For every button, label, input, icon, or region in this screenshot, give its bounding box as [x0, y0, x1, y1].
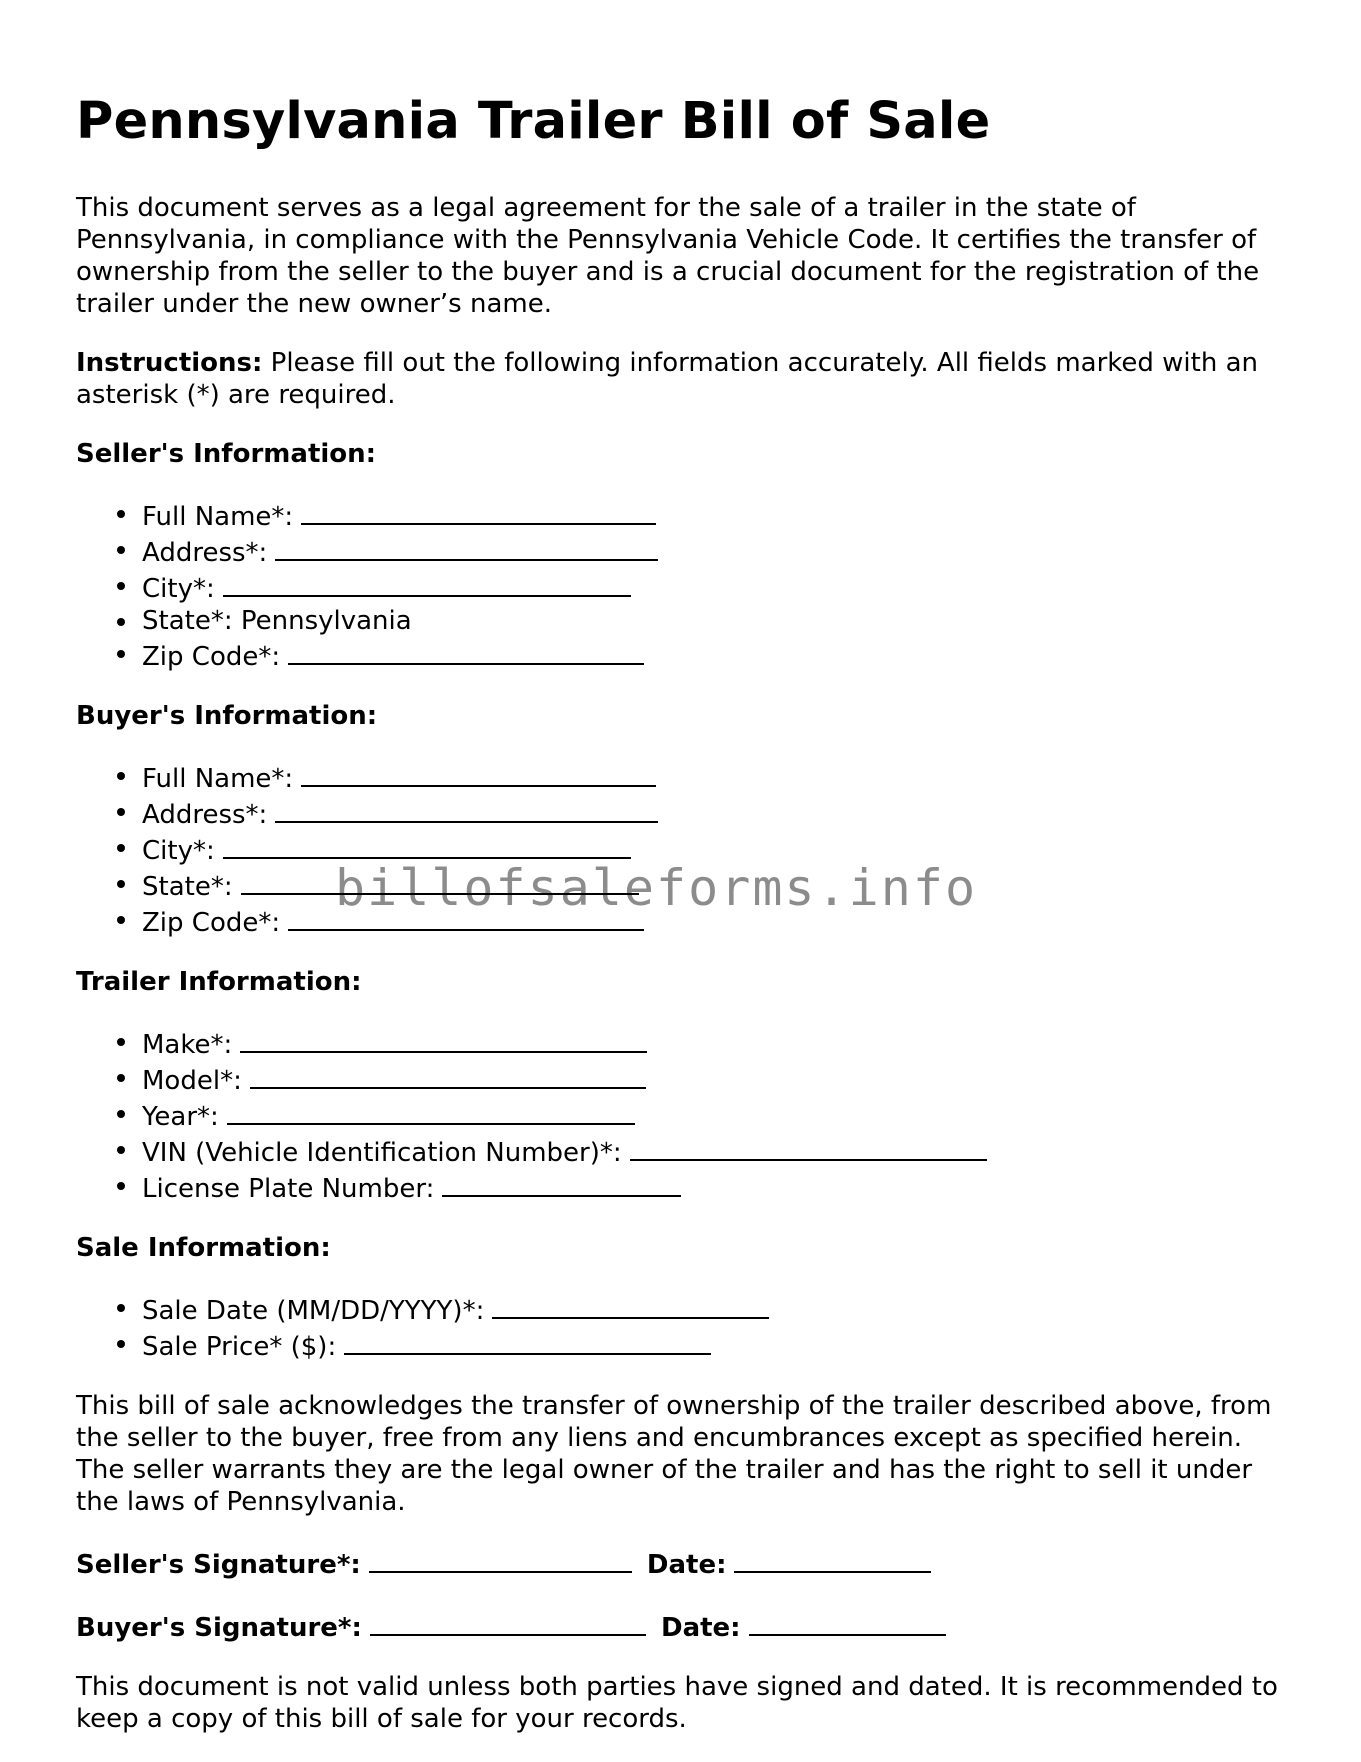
buyer-zip-label: Zip Code*: — [142, 908, 281, 938]
list-item — [142, 1169, 1296, 1205]
sale-date-field[interactable] — [492, 1291, 769, 1319]
list-item — [142, 497, 1296, 533]
seller-address-field[interactable] — [275, 533, 658, 561]
trailer-plate-field[interactable] — [442, 1169, 681, 1197]
buyer-zip-field[interactable] — [288, 903, 644, 931]
trailer-make-label: Make*: — [142, 1030, 233, 1060]
trailer-heading: Trailer Information: — [76, 967, 362, 997]
seller-fields — [76, 497, 1296, 673]
buyer-signature-label: Buyer's Signature*: — [76, 1613, 362, 1643]
seller-address-label: Address*: — [142, 538, 268, 568]
sale-date-label: Sale Date (MM/DD/YYYY)*: — [142, 1296, 485, 1326]
seller-date-field[interactable] — [734, 1545, 931, 1573]
buyer-date-label: Date: — [660, 1613, 741, 1643]
instructions-label: Instructions: — [76, 348, 263, 378]
trailer-plate-label: License Plate Number: — [142, 1174, 435, 1204]
list-item — [142, 867, 1296, 903]
seller-state-value: Pennsylvania — [240, 606, 412, 636]
trailer-vin-label: VIN (Vehicle Identification Number)*: — [142, 1138, 622, 1168]
list-item — [142, 1025, 1296, 1061]
list-item — [142, 795, 1296, 831]
list-item — [142, 605, 1296, 637]
seller-zip-label: Zip Code*: — [142, 642, 281, 672]
closing-paragraph: This document is not valid unless both parties have signed and dated. It is recommended to keep a copy of this bill of sale for your records. — [76, 1672, 1278, 1734]
instructions-paragraph — [76, 347, 1296, 411]
seller-zip-field[interactable] — [288, 637, 644, 665]
acknowledgement-paragraph: This bill of sale acknowledges the transfer of ownership of the trailer described above, from the seller to the buyer, free from any liens and encumbrances except as specified herein. The seller warrants they are the legal owner of the trailer and has the right to sell it under the laws of Pennsylvania. — [76, 1391, 1272, 1517]
buyer-signature-line — [76, 1608, 1296, 1644]
instructions-text: Please fill out the following information accurately. All fields marked with an asterisk (*) are required. — [76, 348, 1259, 410]
list-item — [142, 569, 1296, 605]
seller-signature-line — [76, 1545, 1296, 1581]
seller-heading: Seller's Information: — [76, 439, 377, 469]
seller-city-label: City*: — [142, 574, 215, 604]
sale-price-field[interactable] — [344, 1327, 711, 1355]
seller-signature-field[interactable] — [369, 1545, 632, 1573]
buyer-signature-field[interactable] — [370, 1608, 646, 1636]
buyer-date-field[interactable] — [749, 1608, 946, 1636]
trailer-fields — [76, 1025, 1296, 1205]
sale-heading: Sale Information: — [76, 1233, 331, 1263]
trailer-year-field[interactable] — [227, 1097, 635, 1125]
seller-date-label: Date: — [646, 1550, 727, 1580]
buyer-city-field[interactable] — [223, 831, 631, 859]
list-item — [142, 1133, 1296, 1169]
list-item — [142, 831, 1296, 867]
buyer-state-field[interactable] — [241, 867, 639, 895]
list-item — [142, 1327, 1296, 1363]
trailer-year-label: Year*: — [142, 1102, 219, 1132]
list-item — [142, 533, 1296, 569]
buyer-state-label: State*: — [142, 872, 233, 902]
sale-fields — [76, 1291, 1296, 1363]
trailer-vin-field[interactable] — [630, 1133, 987, 1161]
intro-paragraph: This document serves as a legal agreement for the sale of a trailer in the state of Pennsylvania, in compliance with the Pennsylvania Vehicle Code. It certifies the transfer of ownership from the seller to the buyer and is a crucial document for the registration of the trailer under the new owner’s name. — [76, 193, 1260, 319]
watermark: billofsaleforms.info — [335, 859, 978, 917]
buyer-fields — [76, 759, 1296, 939]
buyer-city-label: City*: — [142, 836, 215, 866]
list-item — [142, 903, 1296, 939]
list-item — [142, 637, 1296, 673]
trailer-make-field[interactable] — [240, 1025, 647, 1053]
buyer-full-name-field[interactable] — [301, 759, 656, 787]
list-item — [142, 1291, 1296, 1327]
buyer-address-label: Address*: — [142, 800, 268, 830]
seller-city-field[interactable] — [223, 569, 631, 597]
seller-signature-label: Seller's Signature*: — [76, 1550, 361, 1580]
document-page — [76, 92, 1296, 1762]
buyer-full-name-label: Full Name*: — [142, 764, 294, 794]
trailer-model-label: Model*: — [142, 1066, 242, 1096]
seller-full-name-field[interactable] — [301, 497, 656, 525]
buyer-heading: Buyer's Information: — [76, 701, 378, 731]
seller-full-name-label: Full Name*: — [142, 502, 294, 532]
trailer-model-field[interactable] — [250, 1061, 646, 1089]
buyer-address-field[interactable] — [275, 795, 658, 823]
sale-price-label: Sale Price* ($): — [142, 1332, 337, 1362]
list-item — [142, 1061, 1296, 1097]
list-item — [142, 759, 1296, 795]
list-item — [142, 1097, 1296, 1133]
page-title: Pennsylvania Trailer Bill of Sale — [76, 92, 991, 151]
seller-state-label: State*: — [142, 606, 233, 636]
